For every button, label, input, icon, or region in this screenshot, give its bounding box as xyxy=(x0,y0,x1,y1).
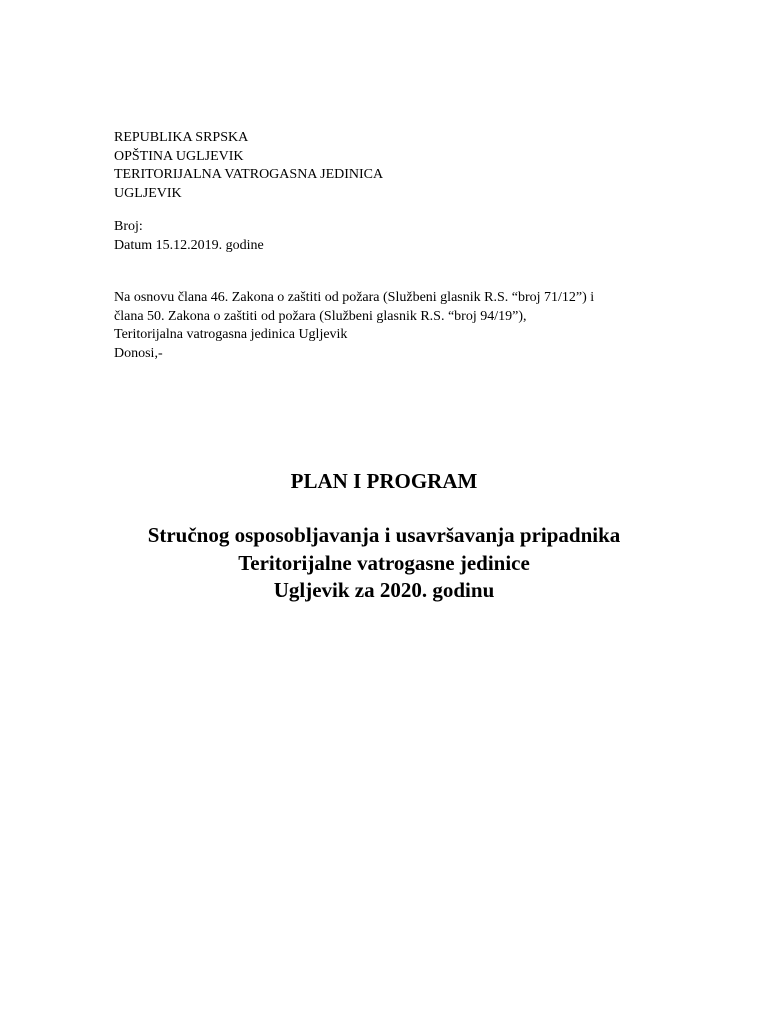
document-reference xyxy=(114,218,264,255)
reference-date: Datum 15.12.2019. godine xyxy=(114,237,264,253)
issuer-header xyxy=(114,129,383,203)
document-subtitle xyxy=(0,522,768,605)
issuer-line-city: UGLJEVIK xyxy=(114,185,182,201)
issuer-line-unit: TERITORIJALNA VATROGASNA JEDINICA xyxy=(114,167,384,182)
preamble-line: člana 50. Zakona o zaštiti od požara (Službeni glasnik R.S. “broj 94/19”), xyxy=(114,308,527,324)
issuer-line-republic: REPUBLIKA SRPSKA xyxy=(114,130,249,145)
preamble-line: Donosi,- xyxy=(114,345,163,361)
reference-number: Broj: xyxy=(114,219,143,234)
subtitle-line: Stručnog osposobljavanja i usavršavanja pripadnika xyxy=(147,523,621,547)
preamble-line: Na osnovu člana 46. Zakona o zaštiti od požara (Službeni glasnik R.S. “broj 71/12”) i xyxy=(114,290,595,305)
issuer-line-municipality: OPŠTINA UGLJEVIK xyxy=(114,148,244,164)
document-title: PLAN I PROGRAM xyxy=(290,469,478,493)
subtitle-line: Teritorijalne vatrogasne jedinice xyxy=(238,550,530,575)
legal-preamble xyxy=(114,289,644,363)
preamble-line: Teritorijalna vatrogasna jedinica Ugljevik xyxy=(114,327,348,342)
subtitle-line: Ugljevik za 2020. godinu xyxy=(273,578,495,602)
